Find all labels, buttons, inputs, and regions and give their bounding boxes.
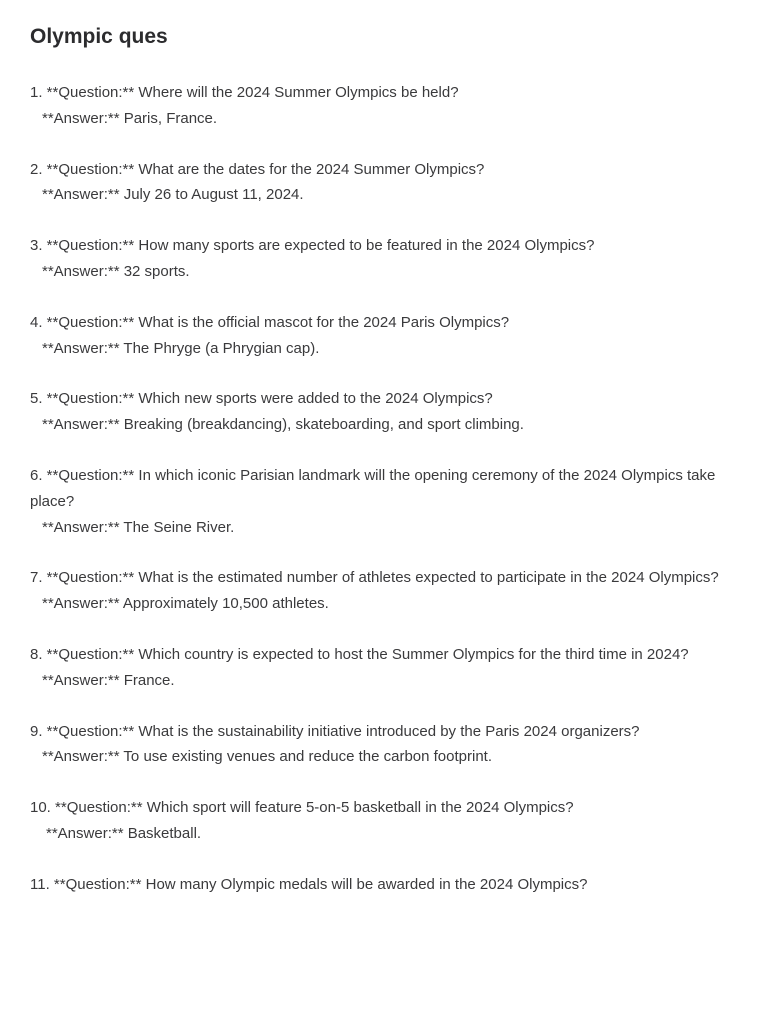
qa-item-9	[30, 719, 738, 771]
qa-item-7	[30, 565, 738, 617]
qa-item-6	[30, 463, 738, 540]
question-text[interactable]: 10. **Question:** Which sport will feature 5-on-5 basketball in the 2024 Olympics?	[30, 799, 574, 817]
answer-text[interactable]: **Answer:** France.	[42, 671, 175, 689]
answer-text[interactable]: **Answer:** Approximately 10,500 athletes.	[42, 595, 329, 613]
qa-list	[30, 80, 738, 898]
qa-item-4	[30, 310, 738, 362]
answer-text[interactable]: **Answer:** Basketball.	[46, 824, 202, 842]
answer-text[interactable]: **Answer:** The Seine River.	[42, 518, 235, 536]
question-text[interactable]: 8. **Question:** Which country is expected to host the Summer Olympics for the third time in 2024?	[30, 645, 689, 663]
question-text[interactable]: 6. **Question:** In which iconic Parisian landmark will the opening ceremony of the 2024 Olympics take place?	[30, 466, 716, 510]
qa-item-8	[30, 642, 738, 694]
note-title[interactable]: Olympic ques	[30, 25, 168, 48]
answer-text[interactable]: **Answer:** 32 sports.	[42, 262, 190, 280]
question-text[interactable]: 9. **Question:** What is the sustainability initiative introduced by the Paris 2024 organizers?	[30, 722, 640, 740]
qa-item-2	[30, 157, 738, 209]
question-text[interactable]: 7. **Question:** What is the estimated number of athletes expected to participate in the 2024 Olympics?	[30, 569, 719, 587]
qa-item-3	[30, 233, 738, 285]
question-text[interactable]: 2. **Question:** What are the dates for the 2024 Summer Olympics?	[30, 160, 485, 178]
question-text[interactable]: 1. **Question:** Where will the 2024 Summer Olympics be held?	[30, 84, 459, 101]
qa-item-1	[30, 80, 738, 132]
question-text[interactable]: 5. **Question:** Which new sports were added to the 2024 Olympics?	[30, 390, 493, 408]
answer-text[interactable]: **Answer:** Paris, France.	[42, 109, 218, 127]
answer-text[interactable]: **Answer:** To use existing venues and reduce the carbon footprint.	[42, 748, 492, 766]
answer-text[interactable]: **Answer:** Breaking (breakdancing), skateboarding, and sport climbing.	[42, 416, 524, 434]
qa-item-5	[30, 386, 738, 438]
answer-text[interactable]: **Answer:** The Phryge (a Phrygian cap).	[42, 339, 320, 357]
question-text[interactable]: 4. **Question:** What is the official mascot for the 2024 Paris Olympics?	[30, 313, 510, 331]
answer-text[interactable]: **Answer:** July 26 to August 11, 2024.	[42, 186, 304, 204]
qa-item-10	[30, 795, 738, 847]
question-text[interactable]: 11. **Question:** How many Olympic medals will be awarded in the 2024 Olympics?	[30, 875, 588, 893]
qa-item-11	[30, 872, 738, 898]
question-text[interactable]: 3. **Question:** How many sports are expected to be featured in the 2024 Olympics?	[30, 237, 595, 255]
